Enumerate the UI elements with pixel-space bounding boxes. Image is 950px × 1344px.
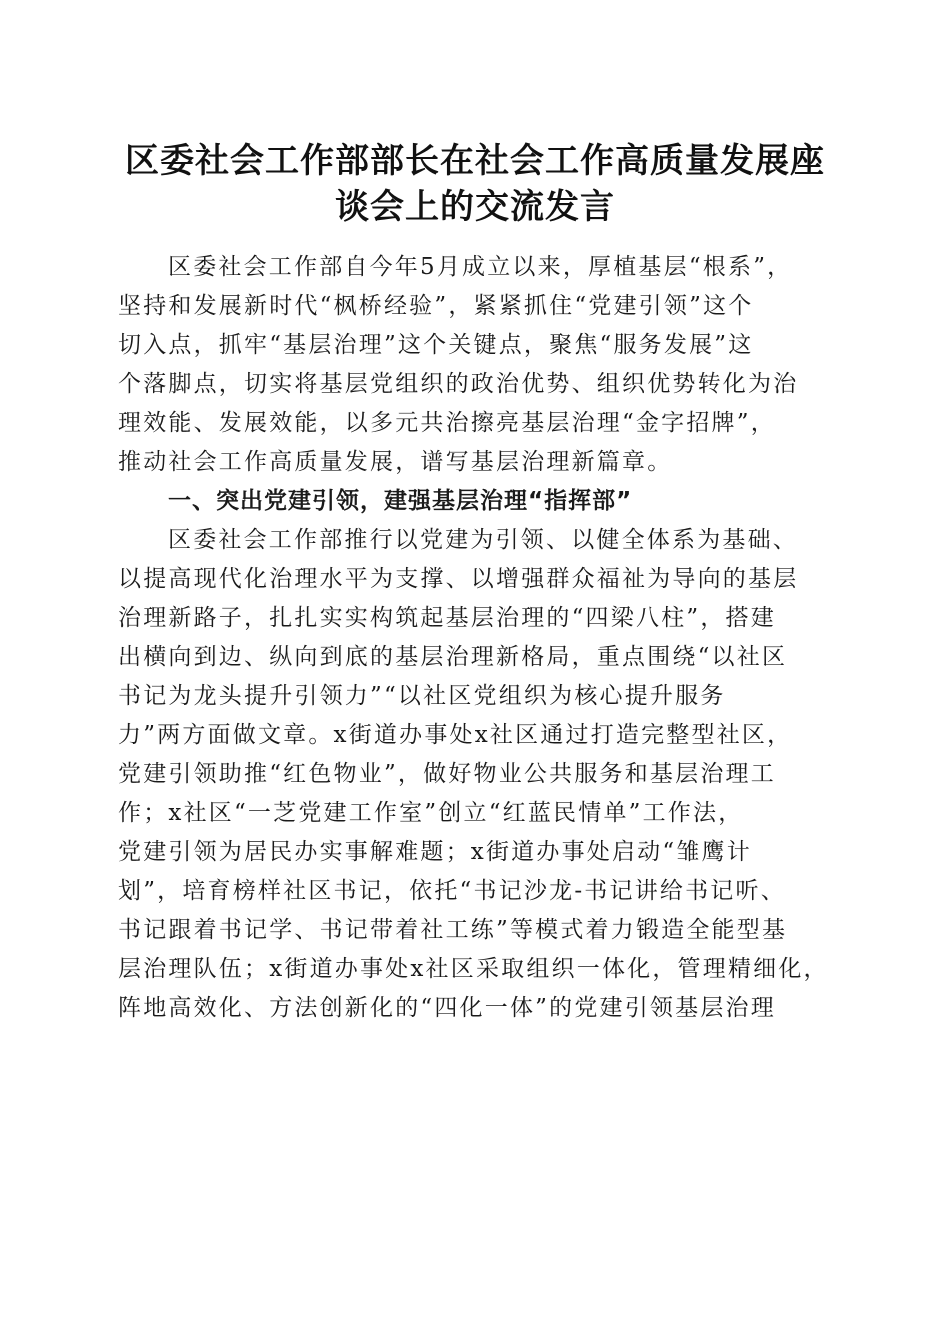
text-line: 阵地高效化、方法创新化的“四化一体”的党建引领基层治理: [118, 995, 776, 1021]
text-line: 个落脚点，切实将基层党组织的政治优势、组织优势转化为治: [118, 371, 799, 397]
text-line: 出横向到边、纵向到底的基层治理新格局，重点围绕“以社区: [118, 644, 788, 670]
text-line: 切入点，抓牢“基层治理”这个关键点，聚焦“服务发展”这: [118, 332, 754, 358]
text-line: 书记跟着书记学、书记带着社工练”等模式着力锻造全能型基: [118, 917, 788, 943]
text-line: 理效能、发展效能，以多元共治擦亮基层治理“金字招牌”，: [118, 410, 776, 436]
text-line: 力”两方面做文章。x街道办事处x社区通过打造完整型社区，: [118, 722, 793, 748]
document-title: [100, 138, 850, 230]
text-line: 党建引领助推“红色物业”，做好物业公共服务和基层治理工: [118, 761, 776, 787]
section-heading: 一、突出党建引领，建强基层治理“指挥部”: [168, 488, 633, 514]
title-line: 区委社会工作部部长在社会工作高质量发展座: [125, 141, 825, 181]
text-line: 坚持和发展新时代“枫桥经验”，紧紧抓住“党建引领”这个: [118, 293, 754, 319]
text-line: 治理新路子，扎扎实实构筑起基层治理的“四梁八柱”，搭建: [118, 605, 776, 631]
text-line: 书记为龙头提升引领力”“以社区党组织为核心提升服务: [118, 683, 726, 709]
text-line: 区委社会工作部自今年5月成立以来，厚植基层“根系”，: [168, 254, 793, 280]
text-line: 层治理队伍；x街道办事处x社区采取组织一体化，管理精细化，: [118, 956, 829, 982]
text-line: 推动社会工作高质量发展，谱写基层治理新篇章。: [118, 449, 673, 475]
document-body: [118, 248, 834, 1028]
text-line: 划”，培育榜样社区书记，依托“书记沙龙-书记讲给书记听、: [118, 878, 786, 904]
text-line: 以提高现代化治理水平为支撑、以增强群众福祉为导向的基层: [118, 566, 799, 592]
paragraph-intro: [118, 248, 834, 482]
text-line: 作；x社区“一芝党建工作室”创立“红蓝民情单”工作法，: [118, 800, 744, 826]
title-line: 谈会上的交流发言: [335, 187, 615, 227]
text-line: 区委社会工作部推行以党建为引领、以健全体系为基础、: [168, 527, 798, 553]
paragraph-section1: [118, 521, 834, 1028]
text-line: 党建引领为居民办实事解难题；x街道办事处启动“雏鹰计: [118, 839, 752, 865]
